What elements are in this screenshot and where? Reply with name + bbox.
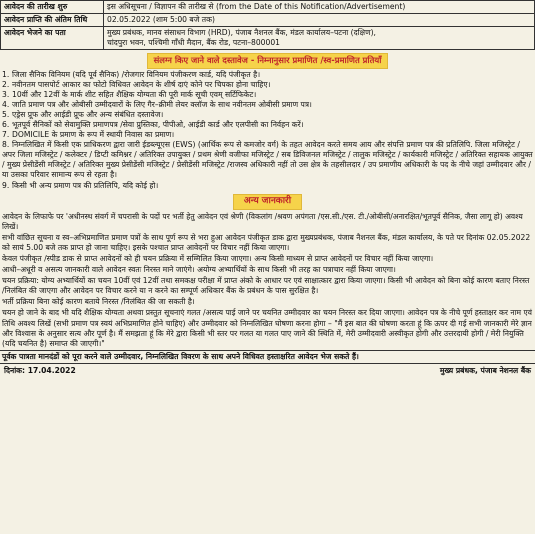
list-item: 3. 10वीं और 12वीं के मार्क शीट सहित शैक्षिक योग्यता की पूरी मार्क सूची एवम् सर्टिफिकेट। [2,89,257,99]
info-paragraph: आवेदन के लिफाफे पर 'अधीनस्थ संवर्ग में चपरासी के पदों पर भर्ती हेतु आवेदन एवं श्रेणी (विकलांग /श्रवण अपंगता /एस.सी./एस. टी./ओबीसी/अनारक्षित/भूतपूर्व सैनिक, जैसा लागू हो) अवश्य लिखें। [2,211,523,231]
footer [0,363,535,378]
row-label: आवेदन की तारीख शुरु [1,1,104,14]
other-info-banner: अन्य जानकारी [233,194,302,210]
address-line-1: मुख्य प्रबंधक, मानव संसाधन विभाग (HRD), पंजाब नैशनल बैंक, मंडल कार्यालय–पटना (दक्षिण), [107,28,376,38]
info-paragraph: केवल पंजीकृत /स्पीड डाक से प्राप्त आवेदनों को ही चयन प्रक्रिया में सम्मिलित किया जाएगा। अन्य किसी माध्यम से प्राप्त आवेदनों पर विचार नहीं किया जाएगा। [2,254,434,264]
other-info-section [0,212,535,349]
table-row [1,1,535,14]
row-value: 02.05.2022 (शाम 5:00 बजे तक) [104,14,535,27]
list-item: 7. DOMICILE के प्रमाण के रूप में स्थायी निवास का प्रमाण। [2,130,175,140]
row-value [104,27,535,50]
notice-date: दिनांक: 17.04.2022 [4,365,76,375]
row-label: आवेदन प्राप्ति की अंतिम तिथि [1,14,104,27]
application-info-table [0,0,535,50]
table-row [1,27,535,50]
row-value: इस अधिसूचना / विज्ञापन की तारीख से (from the Date of this Notification/Advertisement) [104,1,535,14]
info-paragraph: भर्ती प्रक्रिया बिना कोई कारण बताये निरस्त /निलंबित की जा सकती है। [2,297,195,307]
list-item: 6. भूतपूर्व सैनिकों को सेवामुक्ति प्रमाणपत्र /सेवा प्रुस्तिका, पीपीओ, आईडी कार्ड और एलपीसी का निर्वहन करें। [2,120,304,130]
list-item: 9. किसी भी अन्य प्रमाण पत्र की प्रतिलिपि, यदि कोई हो। [2,180,159,190]
list-item: 8. निम्नलिखित में किसी एक प्राधिकरण द्वारा जारी ईडब्ल्यूएस (EWS) (आर्थिक रूप से कमजोर वर्ग) के तहत आवेदन करते समय आय और संपत्ति प्रमाण पत्र की प्रतिलिपि. जिला मजिस्ट्रेट /अपर जिला मजिस्ट्रेट / कलेक्टर / डिप्टी कमिश्नर / अतिरिक्त उपायुक्त / प्रथम श्रेणी वजीफा मजिस्ट्रेट / सब डिविजनल मजिस्ट्रेट / तालुक मजिस्ट्रेट / कार्यकारी मजिस्ट्रेट / अतिरिक्त सहायक आयुक्त / मुख्य प्रेसीडेंसी मजिस्ट्रेट / अतिरिक्त मुख्य प्रेसीडेंसी मजिस्ट्रेट / प्रेसीडेंसी मजिस्ट्रेट /राजस्व अधिकारी नहीं तो उस क्षेत्र के तहसीलदार / उप प्रमाणीय अधिकारी के पद के नीचे जहां उम्मीदवार और /या उसका परिवार सामान्य रूप से रहता है। [2,140,533,180]
documents-list [0,70,535,191]
address-line-2: चांदपुरा भवन, पश्चिमी गाँधी मैदान, बैंक रोड, पटना–800001 [107,38,280,48]
info-paragraph: सभी वांछित सूचना व स्व–अभिप्रमाणित प्रमाण पत्रों के साथ पूर्ण रूप से भरा हुआ आवेदन पंजीकृत डाक द्वारा मुख्यप्रबंधक, पंजाब नैशनल बैंक, मंडल कार्यालय, के पते पर दिनांक 02.05.2022 को सायं 5.00 बजे तक प्राप्त हो जाना चाहिए। इसके पश्चात प्राप्त आवेदनों पर विचार नहीं किया जाएगा। [2,232,531,252]
signatory: मुख्य प्रबंधक, पंजाब नेशनल बैंक [439,365,531,375]
eligibility-note: पूर्वक पात्रता मानदंडों को पूरा करने वाले उम्मीदवार, निम्नलिखित विवरण के साथ अपने विधिवत हस्ताक्षरित आवेदन भेज सकते हैं। [0,350,535,363]
info-paragraph: आधी–अधूरी व असत्य जानकारी वाले आवेदन स्वतः निरस्त माने जाएंगे। अयोग्य अभ्यार्थियों के साथ किसी भी तरह का पत्राचार नहीं किया जाएगा। [2,265,396,275]
list-item: 5. एड्रेस प्रूफ और आईडी प्रूफ और अन्य संबंधित दस्तावेज। [2,109,164,119]
list-item: 4. जाति प्रमाण पत्र और ओबीसी उम्मीदवारों के लिए गैर–क्रीमी लेयर क्लॉज के साथ नवीनतम ओबीसी प्रमाण पत्र। [2,99,312,109]
info-paragraph: चयन हो जाने के बाद भी यदि शैक्षिक योग्यता अथवा प्रस्तुत सूचनाएं गलत /असत्य पाई जाने पर चयनित उम्मीदवार का चयन निरस्त कर दिया जाएगा। आवेदन पत्र के नीचे पूर्ण हस्ताक्षर कर नाम एवं तिथि अवश्य लिखें (सभी प्रमाण पत्र स्वयं अभिप्रमाणित होने चाहिए) और उम्मीदवार को निम्नलिखित घोषणा करना होगा – "मैं इस बात की घोषणा करता हूं कि ऊपर दी गई सभी जानकारी मेरे ज्ञान और विश्वास के अनुसार सत्य और पूर्ण है। मैं समझता हूं कि मेरे द्वारा किसी भी स्तर पर गलत या गलत पाए जाने की स्थिति में, मेरी उम्मीदवारी अस्वीकृत होगी और उत्तरदायी होगी / मेरी नियुक्ति (यदि चयनित है) समाप्त की जाएगी।" [2,308,532,348]
documents-banner: संलग्न किए जाने वाले दस्तावेज - निम्नानुसार प्रमाणित /स्व-प्रमाणित प्रतियाँ [147,53,389,68]
list-item: 1. जिला सैनिक विनियम (यदि पूर्व सैनिक) /रोजगार विनियम पंजीकरण कार्ड, यदि पंजीकृत है। [2,69,261,79]
info-paragraph: चयन प्रक्रिया: योग्य अभ्यार्थियों का चयन 10वीं एवं 12वीं तथा समकक्ष परीक्षा में प्राप्त अंको के आधार पर एवं साक्षात्कार द्वारा किया जाएगा। किसी भी आवेदन को बिना कोई कारण बताए निरस्त /निलंबित की जाएगा और आवेदन पर विचार करने या न करने का सम्पूर्ण अधिकार बैंक के प्रबंधन के पास सुरक्षित है। [2,276,530,296]
table-row [1,14,535,27]
row-label: आवेदन भेजने का पता [1,27,104,50]
list-item: 2. नवीनतम पासपोर्ट आकार का फोटो विधिवत आवेदन के शीर्ष दाएं कोने पर चिपका होना चाहिए। [2,79,271,89]
